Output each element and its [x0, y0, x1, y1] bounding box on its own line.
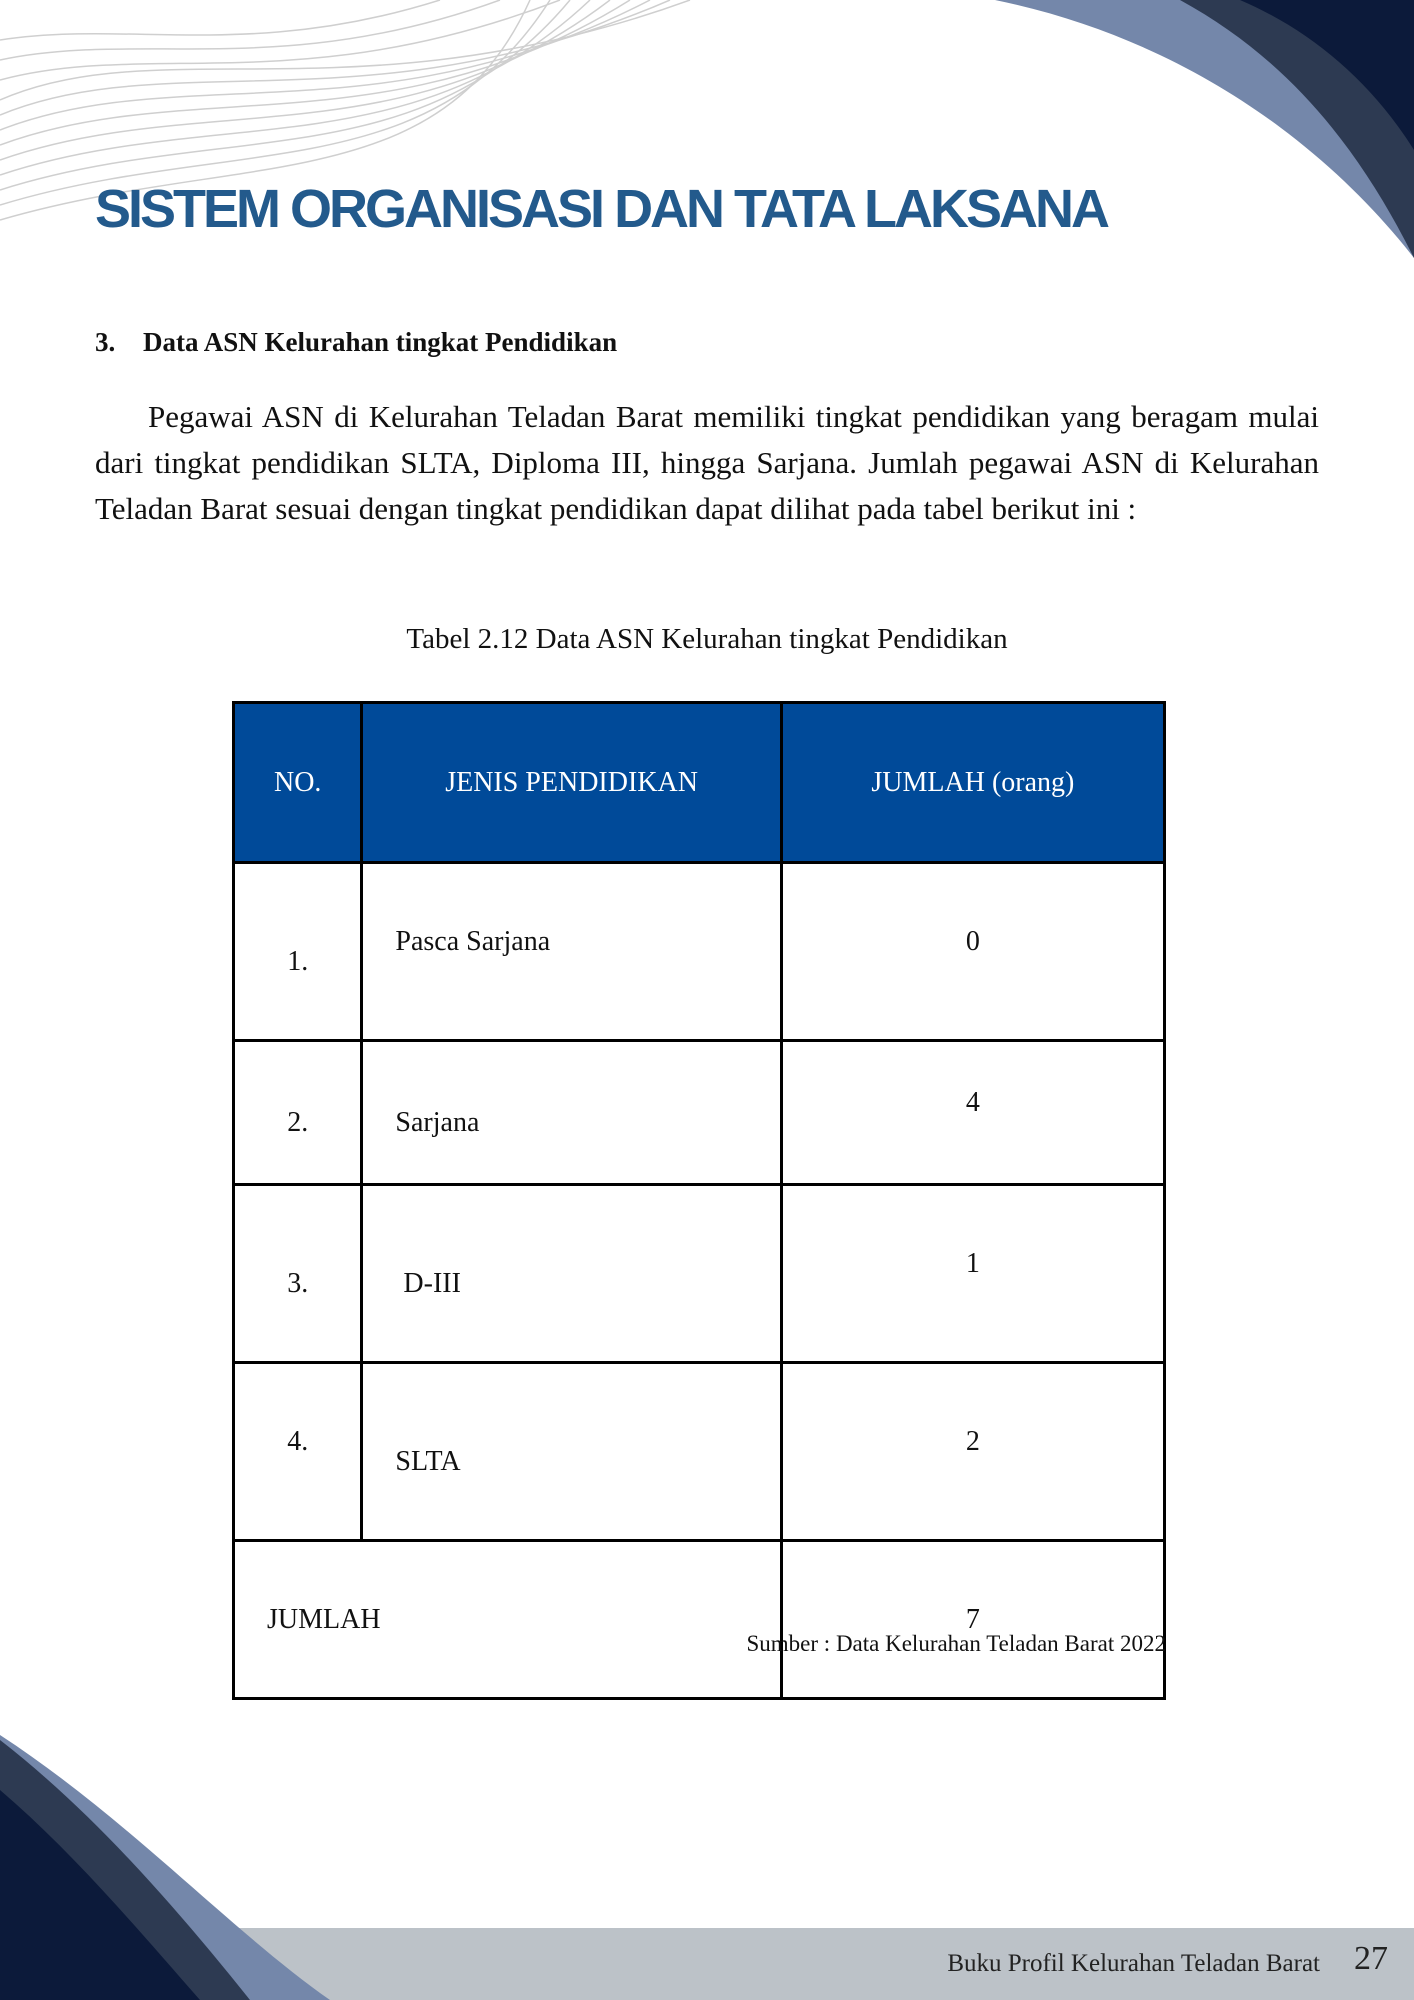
table-total-row: [234, 1541, 1165, 1699]
row-number: 2.: [234, 1041, 362, 1185]
section-heading: [95, 327, 617, 358]
table-row: [234, 1041, 1165, 1185]
footer-title: Buku Profil Kelurahan Teladan Barat: [947, 1950, 1320, 1977]
row-number: 4.: [234, 1363, 362, 1541]
table-row: [234, 863, 1165, 1041]
table-header-row: [234, 703, 1165, 863]
page-number: 27: [1354, 1940, 1388, 1977]
education-table: [232, 701, 1166, 1700]
employee-count: 4: [781, 1041, 1164, 1185]
employee-count: 0: [781, 863, 1164, 1041]
header-no: NO.: [234, 703, 362, 863]
table-row: [234, 1363, 1165, 1541]
table-caption: Tabel 2.12 Data ASN Kelurahan tingkat Pendidikan: [406, 623, 1008, 655]
header-jenis-pendidikan: JENIS PENDIDIKAN: [362, 703, 781, 863]
employee-count: 2: [781, 1363, 1164, 1541]
education-type: Sarjana: [362, 1041, 781, 1185]
table-source: Sumber : Data Kelurahan Teladan Barat 2022: [746, 1631, 1166, 1656]
row-number: 3.: [234, 1185, 362, 1363]
page-title: SISTEM ORGANISASI DAN TATA LAKSANA: [95, 179, 1107, 239]
education-type: SLTA: [362, 1363, 781, 1541]
section-number: 3.: [95, 327, 116, 357]
education-type: Pasca Sarjana: [362, 863, 781, 1041]
section-heading-text: Data ASN Kelurahan tingkat Pendidikan: [143, 327, 618, 357]
table-row: [234, 1185, 1165, 1363]
employee-count: 1: [781, 1185, 1164, 1363]
total-value: 7: [781, 1541, 1164, 1699]
header-jumlah: JUMLAH (orang): [781, 703, 1164, 863]
education-type: D-III: [362, 1185, 781, 1363]
total-label: JUMLAH: [234, 1541, 782, 1699]
row-number: 1.: [234, 863, 362, 1041]
body-paragraph: Pegawai ASN di Kelurahan Teladan Barat memiliki tingkat pendidikan yang beragam mulai dari tingkat pendidikan SLTA, Diploma III, hingga Sarjana. Jumlah pegawai ASN di Kelurahan Teladan Barat sesuai dengan tingkat pendidikan dapat dilihat pada tabel berikut ini :: [95, 399, 1319, 526]
